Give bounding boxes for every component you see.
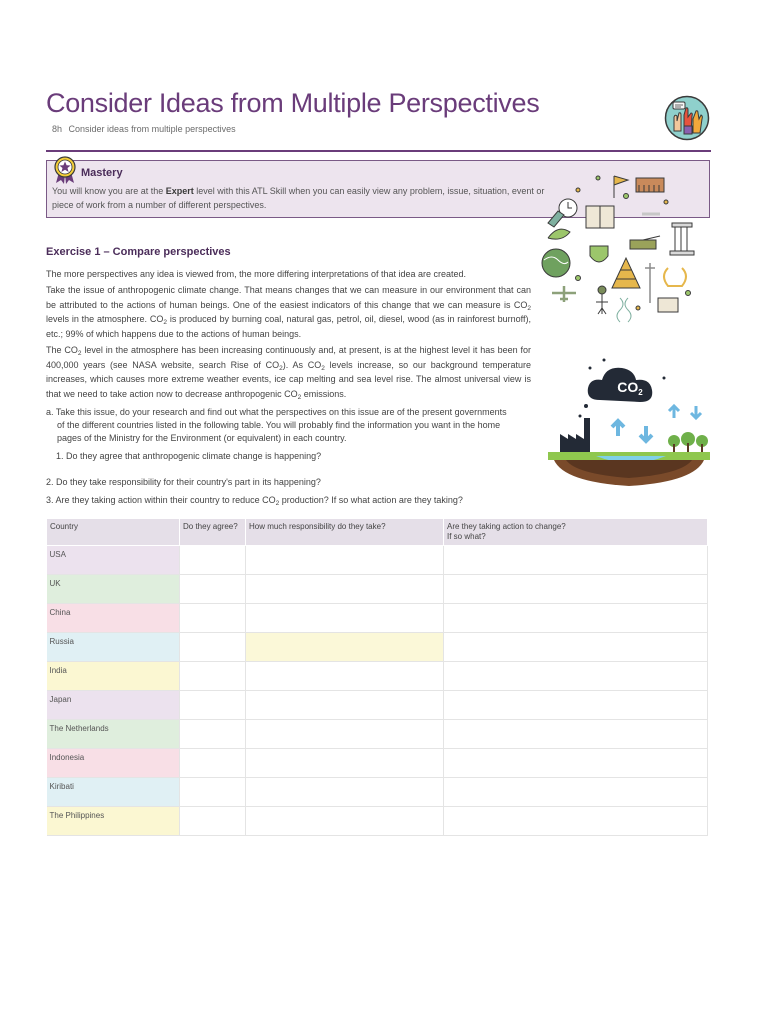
- title-divider: [46, 150, 711, 152]
- text-part: 3. Are they taking action within their country to reduce CO: [46, 495, 276, 505]
- country-cell: Indonesia: [47, 749, 180, 778]
- responsibility-cell[interactable]: [246, 691, 444, 720]
- table-row: [47, 633, 708, 662]
- subscript: 2: [163, 319, 167, 326]
- header-agree: Do they agree?: [180, 519, 246, 546]
- exercise-paragraph-1: The more perspectives any idea is viewed from, the more differing interpretations of that idea are created.: [46, 269, 467, 279]
- action-cell[interactable]: [444, 662, 708, 691]
- country-cell: India: [47, 662, 180, 691]
- responsibility-cell[interactable]: [246, 604, 444, 633]
- text-part: The CO: [46, 345, 78, 355]
- action-cell[interactable]: [444, 749, 708, 778]
- agree-cell[interactable]: [180, 749, 246, 778]
- question-1: 1. Do they agree that anthropogenic climate change is happening?: [56, 451, 322, 461]
- perspectives-collage-illustration: [538, 168, 706, 326]
- task-a-line-1: Take this issue, do your research and find out what the perspectives on this issue are of the present governments: [55, 407, 507, 417]
- table-row: [47, 749, 708, 778]
- agree-cell[interactable]: [180, 807, 246, 836]
- country-cell: China: [47, 604, 180, 633]
- co2-label: $CO_2$: [617, 379, 643, 397]
- agree-cell[interactable]: [180, 778, 246, 807]
- responsibility-cell[interactable]: [246, 778, 444, 807]
- subscript: 2: [527, 304, 531, 312]
- mastery-text-bold: Expert: [165, 186, 194, 196]
- table-row: [47, 546, 708, 575]
- header-responsibility: How much responsibility do they take?: [246, 519, 444, 546]
- table-row: [47, 575, 708, 604]
- agree-cell[interactable]: [180, 662, 246, 691]
- responsibility-cell[interactable]: [246, 633, 444, 662]
- country-cell: The Netherlands: [47, 720, 180, 749]
- perspectives-table: [46, 518, 708, 836]
- text-part: ). As CO: [282, 359, 322, 370]
- mastery-title: Mastery: [81, 167, 123, 179]
- responsibility-cell[interactable]: [246, 749, 444, 778]
- action-cell[interactable]: [444, 633, 708, 662]
- action-cell[interactable]: [444, 604, 708, 633]
- co2-cloud: [588, 368, 653, 402]
- subscript: 2: [297, 393, 302, 401]
- co2-emissions-illustration: [546, 356, 712, 502]
- text-part: level in the atmosphere has been increasing continuously and, at present, is at the highest level it has been for 400,000 years (see NASA website, search Rise of CO: [46, 345, 531, 370]
- subscript: 2: [279, 364, 283, 372]
- agree-cell[interactable]: [180, 604, 246, 633]
- header-action: [444, 519, 708, 546]
- action-cell[interactable]: [444, 720, 708, 749]
- agree-cell[interactable]: [180, 575, 246, 604]
- country-cell: UK: [47, 575, 180, 604]
- text-part: Take the issue of anthropogenic climate change. That means changes that we can measure in our environment that can be attributed to the actions of human beings. One of the easiest indicators of this change that we can measure is CO: [46, 285, 531, 310]
- text-part: emissions.: [301, 388, 347, 399]
- table-row: [47, 604, 708, 633]
- agree-cell[interactable]: [180, 546, 246, 575]
- action-cell[interactable]: [444, 546, 708, 575]
- text-part: production? If so what action are they taking?: [279, 495, 463, 505]
- mastery-text-part: You will know you are at the: [52, 186, 166, 196]
- question-2: 2. Do they take responsibility for their country's part in its happening?: [46, 477, 321, 487]
- agree-cell[interactable]: [180, 720, 246, 749]
- responsibility-cell[interactable]: [246, 575, 444, 604]
- mastery-text: [52, 184, 552, 212]
- responsibility-cell[interactable]: [246, 720, 444, 749]
- task-a-label: a.: [46, 407, 54, 417]
- country-cell: USA: [47, 546, 180, 575]
- subscript: 2: [321, 364, 325, 372]
- task-a-line-3: pages of the Ministry for the Environment (or equivalent) in each country.: [57, 433, 347, 443]
- question-3: [46, 495, 463, 505]
- mastery-text-part: level with this ATL Skill when you can easily view any problem, issue, situation, event or piece of work from a number of different perspectives.: [52, 186, 545, 210]
- agree-cell[interactable]: [180, 691, 246, 720]
- task-a-line-2: of the different countries listed in the following table. You will probably find the information you want in the home: [57, 420, 501, 430]
- page-title: Consider Ideas from Multiple Perspectives: [46, 88, 540, 118]
- action-cell[interactable]: [444, 807, 708, 836]
- task-a: [46, 406, 531, 445]
- action-cell[interactable]: [444, 575, 708, 604]
- table-row: [47, 662, 708, 691]
- text-part: levels in the atmosphere. CO: [46, 314, 164, 324]
- header-action-line-1: Are they taking action to change?: [447, 522, 566, 531]
- responsibility-cell[interactable]: [246, 546, 444, 575]
- header-action-line-2: If so what?: [447, 532, 486, 541]
- action-cell[interactable]: [444, 691, 708, 720]
- subscript: 2: [275, 500, 280, 507]
- country-cell: The Philippines: [47, 807, 180, 836]
- country-cell: Kiribati: [47, 778, 180, 807]
- header-country: Country: [47, 519, 180, 546]
- table-row: [47, 691, 708, 720]
- table-row: [47, 720, 708, 749]
- skill-name: Consider ideas from multiple perspectives: [68, 124, 236, 134]
- table-row: [47, 807, 708, 836]
- responsibility-cell[interactable]: [246, 662, 444, 691]
- agree-cell[interactable]: [180, 633, 246, 662]
- exercise-title: Exercise 1 – Compare perspectives: [46, 246, 231, 258]
- action-cell[interactable]: [444, 778, 708, 807]
- text-part: levels increase, so our background temperature increases, which causes more extreme weather events, ice cap melting and sea level rise. The almost universal view is that we need to take action now to decrease anthropogenic CO: [46, 359, 531, 399]
- page-subtitle: [52, 124, 236, 134]
- subscript: 2: [77, 350, 82, 357]
- exercise-paragraph-2: [46, 283, 531, 341]
- skill-code: 8h: [52, 124, 63, 134]
- responsibility-cell[interactable]: [246, 807, 444, 836]
- table-row: [47, 778, 708, 807]
- text-part: is produced by burning coal, natural gas, petrol, oil, diesel, wood (as in rainforest burnoff), etc.; 99% of which happens due to the actions of human beings.: [46, 314, 531, 339]
- country-cell: Russia: [47, 633, 180, 662]
- raised-hands-icon: [664, 95, 710, 141]
- country-cell: Japan: [47, 691, 180, 720]
- table-header-row: [47, 519, 708, 546]
- exercise-paragraph-3: [46, 343, 531, 401]
- mastery-badge-icon: [53, 156, 77, 184]
